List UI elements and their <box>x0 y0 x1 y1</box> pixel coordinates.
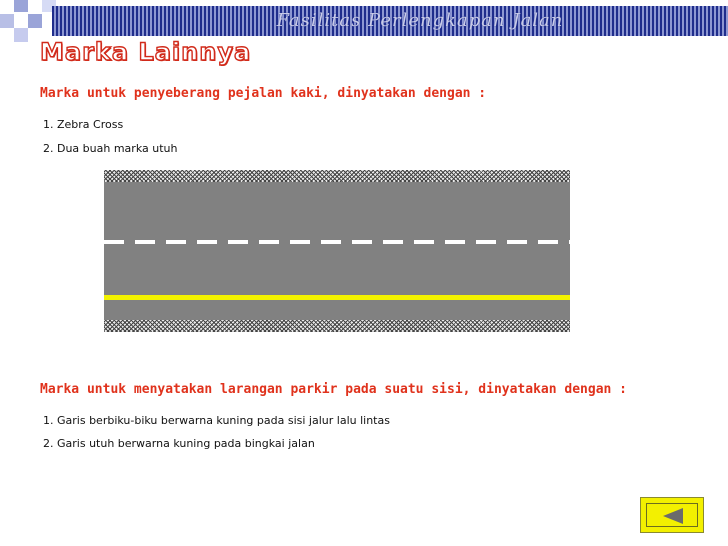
yellow-edge-line <box>104 295 570 300</box>
decor-square <box>28 14 42 28</box>
decor-square <box>14 28 28 42</box>
decor-square <box>14 0 28 12</box>
section-heading-no-parking: Marka untuk menyatakan larangan parkir pada suatu sisi, dinyatakan dengan : <box>40 382 627 397</box>
back-button[interactable] <box>640 497 704 533</box>
decor-square <box>0 14 14 28</box>
back-button-frame <box>646 503 698 527</box>
curb-bottom <box>104 320 570 332</box>
curb-top <box>104 170 570 182</box>
page-title: Marka Lainnya <box>40 38 252 66</box>
section-heading-pedestrian: Marka untuk penyeberang pejalan kaki, dinyatakan dengan : <box>40 86 487 101</box>
list-item: 2. Garis utuh berwarna kuning pada bingkai jalan <box>43 437 315 450</box>
list-item: 1. Garis berbiku-biku berwarna kuning pada sisi jalur lalu lintas <box>43 414 390 427</box>
center-dashed-line <box>104 240 570 244</box>
list-item: 2. Dua buah marka utuh <box>43 142 178 155</box>
header-title: Fasilitas Perlengkapan Jalan <box>276 10 564 31</box>
triangle-left-icon <box>663 508 683 524</box>
header-banner <box>52 6 728 36</box>
road-illustration <box>104 170 570 332</box>
list-item: 1. Zebra Cross <box>43 118 124 131</box>
